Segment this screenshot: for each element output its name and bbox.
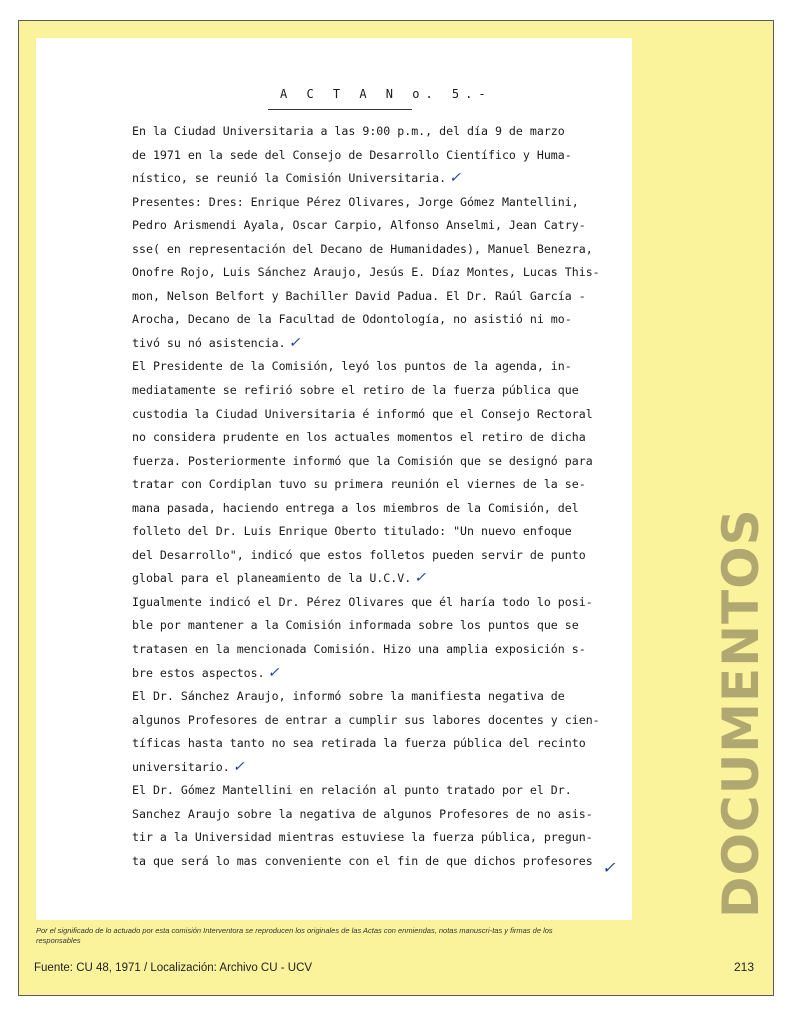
acta-line	[132, 591, 612, 615]
acta-line-text: tir a la Universidad mientras estuviese la fuerza pública, pregun-	[132, 830, 593, 845]
acta-line-text: tratar con Cordiplan tuvo su primera reunión el viernes de la se-	[132, 477, 586, 492]
caption: Por el significado de lo actuado por esta comisión Interventora se reproducen los originales de las Actas con enmiendas, notas manuscri-tas y firmas de los responsables	[36, 926, 553, 945]
acta-line-text: El Dr. Sánchez Araujo, informó sobre la manifiesta negativa de	[132, 689, 565, 704]
acta-line	[132, 167, 612, 191]
acta-line-text: ta que será lo mas conveniente con el fin de que dichos profesores	[132, 853, 593, 868]
acta-title: A C T A N o. 5.-	[280, 87, 492, 101]
acta-line	[132, 756, 612, 780]
acta-line	[132, 638, 612, 662]
acta-line	[132, 662, 612, 686]
acta-line	[132, 567, 612, 591]
section-label: DOCUMENTOS	[712, 508, 770, 918]
handwritten-check-mark: ✓	[267, 664, 280, 681]
acta-line	[132, 497, 612, 521]
acta-line-text: Igualmente indicó el Dr. Pérez Olivares que él haría todo lo posi-	[132, 594, 593, 609]
acta-line-text: sse( en representación del Decano de Humanidades), Manuel Benezra,	[132, 241, 593, 256]
acta-line	[132, 544, 612, 568]
acta-line-text: del Desarrollo", indicó que estos folletos pueden servir de punto	[132, 547, 586, 562]
acta-line	[132, 403, 612, 427]
acta-line-text: nístico, se reunió la Comisión Universitaria.	[132, 171, 447, 186]
acta-line-text: global para el planeamiento de la U.C.V.	[132, 571, 412, 586]
acta-line-text: Pedro Arismendi Ayala, Oscar Carpio, Alfonso Anselmi, Jean Catry-	[132, 218, 586, 233]
acta-line-text: folleto del Dr. Luis Enrique Oberto titulado: "Un nuevo enfoque	[132, 524, 572, 539]
acta-line-text: tíficas hasta tanto no sea retirada la fuerza pública del recinto	[132, 736, 586, 751]
acta-line	[132, 709, 612, 733]
acta-line-text: algunos Profesores de entrar a cumplir sus labores docentes y cien-	[132, 712, 600, 727]
acta-line	[132, 261, 612, 285]
title-underline	[268, 109, 412, 110]
handwritten-check-mark: ✓	[602, 858, 616, 877]
acta-line	[132, 191, 612, 215]
acta-line-text: Sanchez Araujo sobre la negativa de algunos Profesores de no asis-	[132, 806, 593, 821]
acta-line	[132, 803, 612, 827]
acta-line	[132, 214, 612, 238]
handwritten-check-mark: ✓	[414, 570, 426, 587]
acta-line-text: bre estos aspectos.	[132, 665, 265, 680]
acta-line-text: El Dr. Gómez Mantellini en relación al punto tratado por el Dr.	[132, 783, 572, 798]
acta-line-text: En la Ciudad Universitaria a las 9:00 p.m., del día 9 de marzo	[132, 124, 565, 138]
acta-line-text: tratasen en la mencionada Comisión. Hizo una amplia exposición s-	[132, 642, 586, 657]
acta-line	[132, 426, 612, 450]
acta-line-text: El Presidente de la Comisión, leyó los puntos de la agenda, in-	[132, 359, 572, 374]
acta-line	[132, 285, 612, 309]
acta-line-text: ble por mantener a la Comisión informada sobre los puntos que se	[132, 618, 579, 633]
acta-line	[132, 614, 612, 638]
acta-line	[132, 520, 612, 544]
acta-line	[132, 144, 612, 168]
acta-line-text: mana pasada, haciendo entrega a los miembros de la Comisión, del	[132, 500, 579, 515]
acta-line	[132, 473, 612, 497]
acta-line-text: custodia la Ciudad Universitaria é informó que el Consejo Rectoral	[132, 406, 593, 421]
acta-line-text: universitario.	[132, 759, 230, 774]
acta-line	[132, 685, 612, 709]
acta-line-text: mediatamente se refirió sobre el retiro de la fuerza pública que	[132, 383, 579, 398]
acta-line-text: Onofre Rojo, Luis Sánchez Araujo, Jesús E. Díaz Montes, Lucas This-	[132, 265, 600, 280]
handwritten-check-mark: ✓	[449, 170, 461, 187]
acta-line	[132, 779, 612, 803]
acta-line	[132, 850, 612, 874]
acta-line-text: tivó su nó asistencia.	[132, 335, 286, 350]
acta-line-text: fuerza. Posteriormente informó que la Comisión que se designó para	[132, 453, 593, 468]
acta-line	[132, 120, 612, 144]
acta-line-text: mon, Nelson Belfort y Bachiller David Padua. El Dr. Raúl García -	[132, 288, 586, 303]
acta-line	[132, 308, 612, 332]
handwritten-check-mark: ✓	[288, 334, 301, 351]
acta-line	[132, 379, 612, 403]
acta-line-text: Arocha, Decano de la Facultad de Odontología, no asistió ni mo-	[132, 312, 572, 327]
acta-line	[132, 450, 612, 474]
acta-body	[132, 120, 612, 874]
page-number: 213	[734, 960, 755, 974]
acta-line-text: Presentes: Dres: Enrique Pérez Olivares, Jorge Gómez Mantellini,	[132, 194, 579, 209]
acta-line	[132, 355, 612, 379]
acta-line-text: de 1971 en la sede del Consejo de Desarrollo Científico y Huma-	[132, 147, 572, 162]
acta-line	[132, 238, 612, 262]
acta-line	[132, 332, 612, 356]
acta-line	[132, 732, 612, 756]
acta-line	[132, 826, 612, 850]
handwritten-check-mark: ✓	[232, 758, 245, 775]
acta-line-text: no considera prudente en los actuales momentos el retiro de dicha	[132, 430, 586, 445]
source-note: Fuente: CU 48, 1971 / Localización: Archivo CU - UCV	[34, 962, 313, 974]
